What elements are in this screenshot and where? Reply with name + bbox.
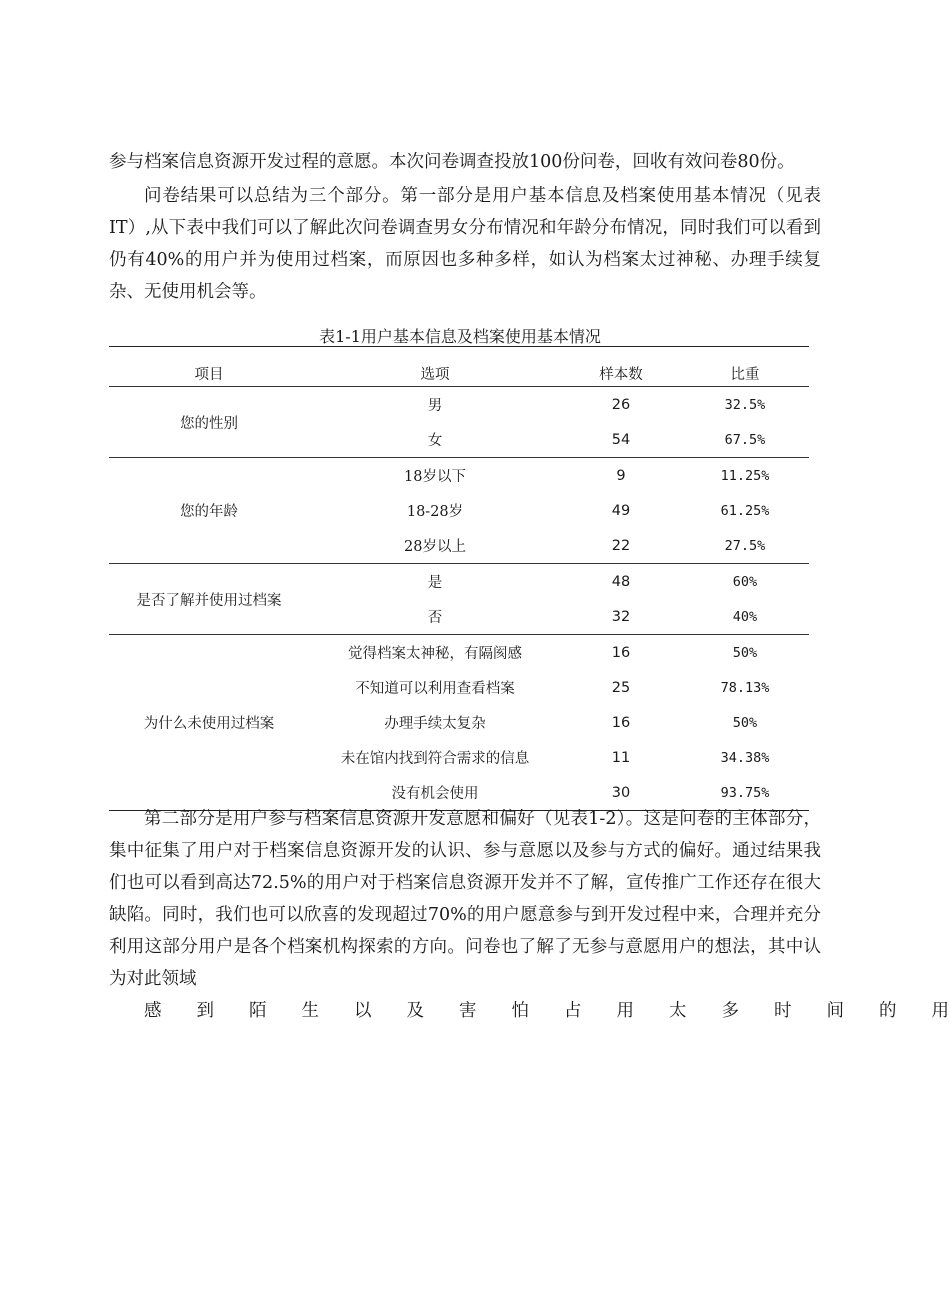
cell-ratio: 67.5% — [681, 422, 809, 458]
cell-ratio: 60% — [732, 573, 758, 590]
cell-count: 11 — [611, 749, 631, 766]
cell-item: 您的年龄 — [109, 458, 309, 564]
cell-option: 18-28岁 — [406, 504, 464, 520]
cell-option: 是 — [427, 575, 443, 591]
cell-ratio: 40% — [681, 599, 809, 635]
cell-ratio: 50% — [732, 714, 758, 731]
cell-item: 为什么未使用过档案 — [143, 716, 275, 732]
last-line-char: 生 — [301, 1001, 319, 1021]
cell-count: 16 — [611, 644, 631, 661]
cell-option: 不知道可以利用查看档案 — [355, 681, 515, 697]
last-line-char: 用 — [931, 1001, 949, 1021]
cell-option: 否 — [309, 599, 561, 635]
table-row — [109, 458, 809, 494]
cell-option: 没有机会使用 — [391, 786, 479, 802]
table-body — [109, 387, 809, 811]
cell-count: 26 — [611, 396, 631, 413]
cell-count: 49 — [611, 502, 631, 519]
table-row — [109, 635, 809, 671]
cell-count: 9 — [616, 467, 626, 484]
cell-ratio: 27.5% — [681, 528, 809, 564]
cell-item: 您的性别 — [109, 387, 309, 458]
table-row — [109, 564, 809, 600]
cell-item: 是否了解并使用过档案 — [109, 564, 309, 635]
cell-count: 32 — [561, 599, 681, 635]
cell-ratio: 61.25% — [720, 502, 770, 519]
last-line-char: 以 — [354, 1001, 372, 1021]
last-line-char: 感 — [144, 1001, 162, 1021]
cell-option: 女 — [309, 422, 561, 458]
header-sample-count: 样本数 — [561, 347, 681, 387]
last-line-char: 怕 — [511, 1001, 529, 1021]
header-ratio: 比重 — [681, 347, 809, 387]
last-line-char: 陌 — [249, 1001, 267, 1021]
cell-ratio: 11.25% — [720, 467, 770, 484]
last-line-char: 的 — [879, 1001, 897, 1021]
table-row — [109, 387, 809, 423]
header-item: 项目 — [109, 347, 309, 387]
cell-count: 16 — [611, 714, 631, 731]
last-line-char: 间 — [826, 1001, 844, 1021]
paragraph-part-two — [109, 803, 949, 1027]
paragraph-part-one: 问卷结果可以总结为三个部分。第一部分是用户基本信息及档案使用基本情况（见表IT）,从下表中我们可以了解此次问卷调查男女分布情况和年龄分布情况，同时我们可以看到仍有40%的用户并为使用过档案，而原因也多种多样，如认为档案太过神秘、办理手续复杂、无使用机会等。 — [109, 186, 821, 302]
last-line-char: 占 — [564, 1001, 582, 1021]
cell-option: 28岁以上 — [309, 528, 561, 564]
cell-option: 办理手续太复杂 — [384, 716, 486, 732]
last-line-char: 多 — [721, 1001, 739, 1021]
cell-option: 觉得档案太神秘，有隔阂感 — [348, 646, 522, 662]
last-line-char: 及 — [406, 1001, 424, 1021]
cell-count: 22 — [561, 528, 681, 564]
cell-option: 男 — [427, 398, 443, 414]
last-line-char: 到 — [196, 1001, 214, 1021]
cell-ratio: 32.5% — [724, 396, 766, 413]
cell-ratio: 93.75% — [720, 784, 770, 801]
header-option: 选项 — [309, 347, 561, 387]
cell-option: 18岁以下 — [404, 469, 466, 485]
cell-ratio: 34.38% — [720, 749, 770, 766]
cell-count: 54 — [561, 422, 681, 458]
table-header-row — [109, 347, 809, 387]
last-line-char: 时 — [774, 1001, 792, 1021]
paragraph-last-line — [109, 995, 949, 1027]
cell-ratio: 50% — [732, 644, 758, 661]
cell-count: 48 — [611, 573, 631, 590]
paragraph-part-two-text: 第二部分是用户参与档案信息资源开发意愿和偏好（见表1-2）。这是问卷的主体部分，集中征集了用户对于档案信息资源开发的认识、参与意愿以及参与方式的偏好。通过结果我们也可以看到高达72.5%的用户对于档案信息资源开发并不了解，宣传推广工作还存在很大缺陷。同时，我们也可以欣喜的发现超过70%的用户愿意参与到开发过程中来，合理并充分利用这部分用户是各个档案机构探索的方向。问卷也了解了无参与意愿用户的想法，其中认为对此领域 — [109, 809, 821, 989]
paragraph-intro-end: 参与档案信息资源开发过程的意愿。本次问卷调查投放100份问卷，回收有效问卷80份。 — [109, 152, 795, 172]
cell-count: 25 — [611, 679, 631, 696]
last-line-char: 用 — [616, 1001, 634, 1021]
last-line-char: 害 — [459, 1001, 477, 1021]
cell-count: 30 — [611, 784, 631, 801]
user-info-table — [109, 346, 809, 811]
table-caption: 表1-1用户基本信息及档案使用基本情况 — [319, 327, 601, 346]
last-line-char: 太 — [669, 1001, 687, 1021]
cell-option: 未在馆内找到符合需求的信息 — [340, 751, 530, 767]
cell-ratio: 78.13% — [720, 679, 770, 696]
